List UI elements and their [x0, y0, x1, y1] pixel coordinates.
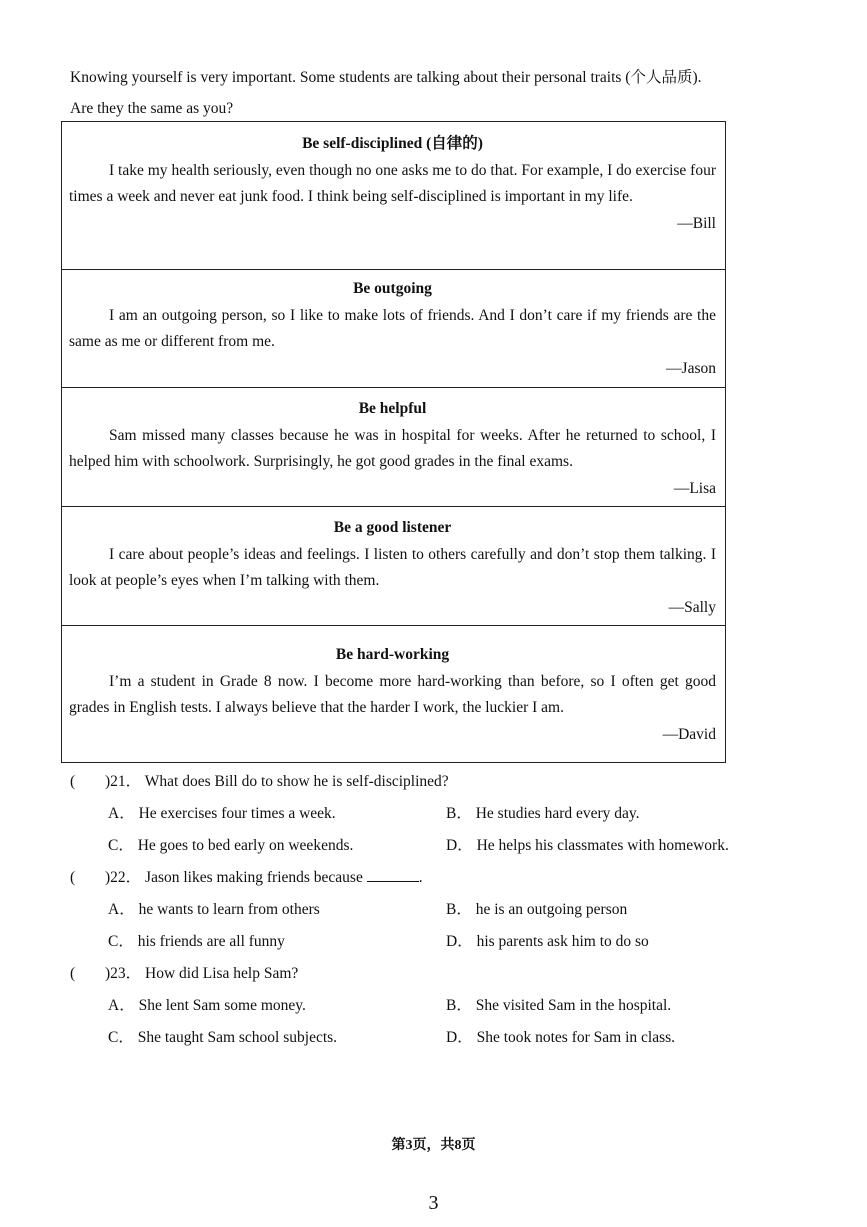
passage-author: —Sally	[668, 598, 716, 616]
option-d: D． She took notes for Sam in class.	[446, 1029, 676, 1046]
intro-line-2: Are they the same as you?	[70, 100, 234, 117]
option-b: B． he is an outgoing person	[446, 901, 628, 918]
question-text-after: .	[418, 869, 423, 886]
passage-title: Be self-disciplined (自律的)	[302, 135, 483, 152]
question-21	[70, 766, 790, 798]
option-b: B． She visited Sam in the hospital.	[446, 997, 672, 1014]
passage-author: —Jason	[666, 359, 716, 377]
passage-body: Sam missed many classes because he was in hospital for weeks. After he returned to school, I helped him with schoolwork. Surprisingly, he got good grades in the final exams.	[69, 426, 716, 470]
intro-line-1: Knowing yourself is very important. Some students are talking about their personal traits (个人品质).	[70, 69, 702, 86]
option-d: D． his parents ask him to do so	[446, 933, 649, 950]
passage-title: Be helpful	[358, 400, 427, 417]
option-c: C． She taught Sam school subjects.	[108, 1029, 338, 1046]
options-row	[70, 894, 790, 926]
answer-paren[interactable]: (	[70, 773, 76, 790]
answer-blank[interactable]	[367, 863, 419, 882]
answer-paren[interactable]: (	[70, 869, 76, 886]
option-a: A． he wants to learn from others	[108, 901, 320, 918]
options-row	[70, 798, 790, 830]
passage-jason	[62, 270, 725, 388]
passage-body: I’m a student in Grade 8 now. I become more hard-working than before, so I often get good grades in English tests. I always believe that the harder I work, the luckier I am.	[69, 672, 716, 716]
option-d: D． He helps his classmates with homework.	[446, 837, 729, 854]
passage-david	[62, 626, 725, 762]
passage-lisa	[62, 388, 725, 507]
passage-author: —Lisa	[673, 479, 716, 497]
passage-author: —Bill	[677, 214, 716, 232]
passage-title: Be hard-working	[335, 646, 450, 663]
passage-body: I take my health seriously, even though no one asks me to do that. For example, I do exercise four times a week and never eat junk food. I think being self-disciplined is important in my life.	[69, 161, 716, 205]
options-row	[70, 830, 790, 862]
question-text: )21． What does Bill do to show he is self-disciplined?	[105, 773, 449, 790]
option-c: C． He goes to bed early on weekends.	[108, 837, 354, 854]
page-number: 3	[428, 1192, 439, 1214]
page-info: 第3页，共8页	[391, 1138, 476, 1153]
options-row	[70, 990, 790, 1022]
question-22	[70, 862, 790, 894]
questions	[70, 766, 790, 1054]
passage-bill	[62, 122, 725, 270]
passage-title: Be outgoing	[353, 280, 432, 297]
option-a: A． She lent Sam some money.	[108, 997, 306, 1014]
intro	[70, 62, 830, 124]
question-text-before: )22． Jason likes making friends because	[105, 869, 363, 886]
passage-author: —David	[662, 725, 716, 743]
passage-boxes	[61, 121, 726, 763]
options-row	[70, 926, 790, 958]
passage-body: I care about people’s ideas and feelings. I listen to others carefully and don’t stop them talking. I look at people’s eyes when I’m talking with them.	[69, 545, 716, 589]
options-row	[70, 1022, 790, 1054]
option-c: C． his friends are all funny	[108, 933, 285, 950]
passage-title: Be a good listener	[333, 519, 452, 536]
question-text: )23． How did Lisa help Sam?	[105, 965, 299, 982]
answer-paren[interactable]: (	[70, 965, 76, 982]
passage-body: I am an outgoing person, so I like to make lots of friends. And I don’t care if my friends are the same as me or different from me.	[69, 306, 716, 350]
question-23	[70, 958, 790, 990]
question-text	[105, 862, 423, 894]
passage-sally	[62, 507, 725, 626]
option-a: A． He exercises four times a week.	[108, 805, 336, 822]
option-b: B． He studies hard every day.	[446, 805, 640, 822]
